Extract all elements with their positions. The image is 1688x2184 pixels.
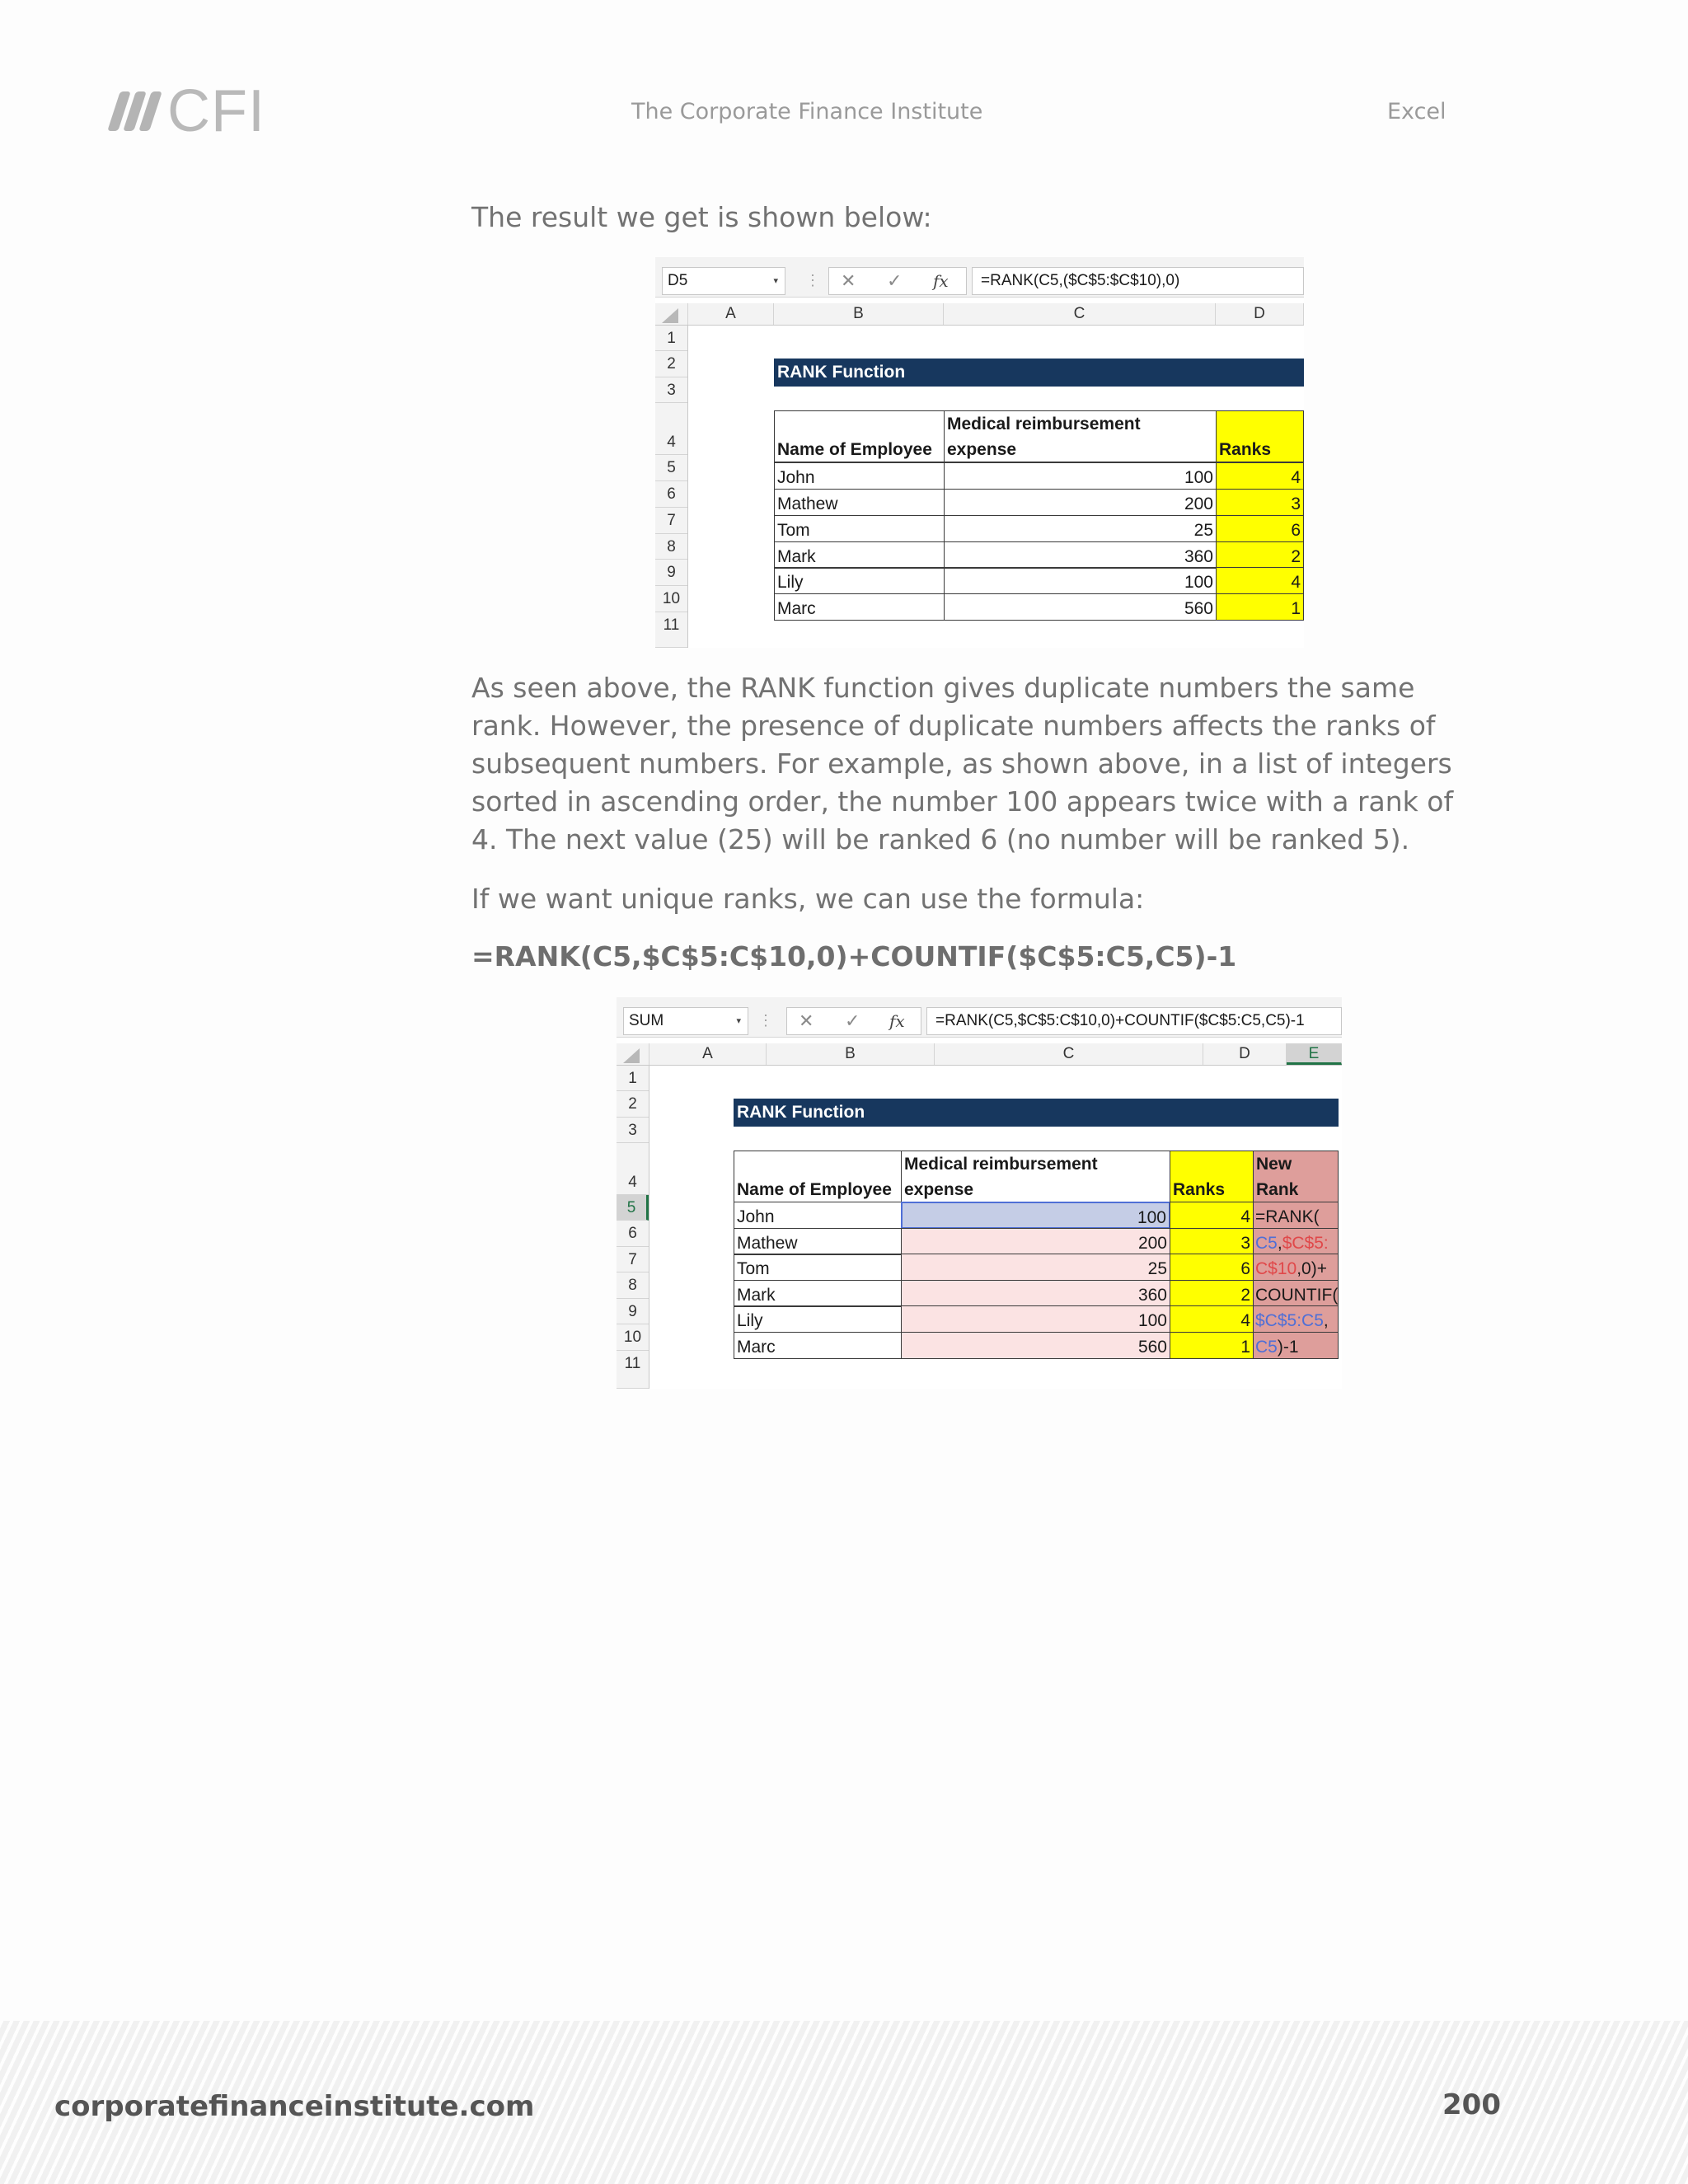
formula-token: $C$5: xyxy=(1282,1234,1329,1253)
insert-function-icon[interactable]: fx xyxy=(889,1011,905,1031)
cell-rank[interactable]: 4 xyxy=(1170,1202,1254,1229)
enter-icon[interactable]: ✓ xyxy=(845,1010,860,1031)
cell-rank[interactable]: 4 xyxy=(1170,1305,1254,1333)
sheet-title: RANK Function xyxy=(734,1099,1339,1127)
formula-token: ,0)+ xyxy=(1296,1259,1327,1278)
column-header[interactable]: D xyxy=(1216,303,1304,325)
column-header[interactable]: C xyxy=(935,1043,1203,1065)
row-header[interactable]: 7 xyxy=(617,1247,649,1272)
row-header[interactable]: 2 xyxy=(617,1091,649,1118)
insert-function-icon[interactable]: fx xyxy=(933,271,949,291)
row-header[interactable]: 1 xyxy=(655,326,687,351)
row-header[interactable]: 3 xyxy=(655,377,687,403)
formula-input[interactable]: =RANK(C5,$C$5:C$10,0)+COUNTIF($C$5:C5,C5)-1 xyxy=(926,1007,1342,1035)
formula-controls xyxy=(828,267,967,295)
column-header[interactable]: C xyxy=(944,303,1216,325)
row-header[interactable]: 4 xyxy=(617,1143,649,1195)
row-header[interactable]: 10 xyxy=(617,1324,649,1351)
header-ranks[interactable]: Ranks xyxy=(1216,410,1304,462)
select-all-icon xyxy=(662,308,678,323)
cell-rank[interactable]: 6 xyxy=(1216,515,1304,542)
explanation-paragraph: As seen above, the RANK function gives duplicate numbers the same rank. However, the presence of duplicate numbers affects the ranks of subsequent numbers. For example, as shown above, in a list of integers sorted in ascending order, the number 100 appears twice with a rank of 4. The next value (25) will be ranked 6 (no number will be ranked 5). xyxy=(471,672,1454,855)
cell-rank[interactable]: 3 xyxy=(1216,489,1304,516)
row-header[interactable]: 5 xyxy=(655,455,687,481)
intro-text: The result we get is shown below: xyxy=(471,201,932,233)
cfi-logo xyxy=(114,78,265,144)
name-box-value: SUM xyxy=(629,1012,664,1029)
cell-new-rank-editing[interactable] xyxy=(1253,1280,1339,1307)
formula-token: , xyxy=(1323,1311,1329,1330)
cell-name[interactable]: Tom xyxy=(774,515,945,542)
cell-expense[interactable]: 360 xyxy=(901,1280,1170,1307)
more-icon: ⋮ xyxy=(758,1012,773,1029)
excel-screenshot-unique-rank xyxy=(617,997,1342,1389)
formula-token: $C$5:C5 xyxy=(1255,1311,1324,1330)
name-box[interactable] xyxy=(662,267,785,295)
cancel-icon[interactable]: ✕ xyxy=(841,270,856,291)
formula-token: , xyxy=(1277,1234,1282,1253)
logo-text: CFI xyxy=(167,78,265,144)
cell-expense[interactable]: 200 xyxy=(901,1228,1170,1255)
name-box[interactable] xyxy=(623,1007,748,1035)
formula-token: =RANK( xyxy=(1255,1207,1320,1226)
cell-expense[interactable]: 25 xyxy=(944,515,1217,542)
header-name-of-employee[interactable]: Name of Employee xyxy=(734,1151,902,1202)
header-new-rank[interactable]: New Rank xyxy=(1253,1151,1339,1202)
cell-new-rank-editing[interactable] xyxy=(1253,1305,1339,1333)
unique-rank-formula: =RANK(C5,$C$5:C$10,0)+COUNTIF($C$5:C5,C5)-1 xyxy=(471,940,1237,972)
cell-rank[interactable]: 3 xyxy=(1170,1228,1254,1255)
column-header[interactable]: B xyxy=(767,1043,935,1065)
excel-screenshot-rank xyxy=(655,257,1304,648)
column-header[interactable]: A xyxy=(688,303,774,325)
row-header[interactable]: 7 xyxy=(655,508,687,534)
page-number: 200 xyxy=(1442,2088,1501,2121)
cell-new-rank-editing[interactable] xyxy=(1253,1332,1339,1359)
cell-name[interactable]: Tom xyxy=(734,1254,902,1281)
row-header[interactable]: 6 xyxy=(617,1221,649,1247)
formula-bar xyxy=(655,257,1304,298)
cell-new-rank-editing[interactable] xyxy=(1253,1202,1339,1229)
row-header[interactable]: 4 xyxy=(655,403,687,455)
formula-token: )-1 xyxy=(1277,1338,1299,1357)
cell-expense[interactable]: 560 xyxy=(944,593,1217,621)
row-header[interactable]: 11 xyxy=(617,1351,649,1389)
enter-icon[interactable]: ✓ xyxy=(887,270,903,291)
cell-rank[interactable]: 4 xyxy=(1216,567,1304,594)
row-header[interactable]: 8 xyxy=(617,1272,649,1299)
unique-ranks-paragraph: If we want unique ranks, we can use the formula: xyxy=(471,883,1145,915)
header-section: Excel xyxy=(1387,99,1447,124)
cell-rank[interactable]: 4 xyxy=(1216,462,1304,490)
formula-token: C5 xyxy=(1255,1338,1278,1357)
more-icon: ⋮ xyxy=(805,272,820,288)
cell-name[interactable]: Marc xyxy=(774,593,945,621)
column-header[interactable]: D xyxy=(1203,1043,1287,1065)
name-box-value: D5 xyxy=(668,272,688,289)
cell-name[interactable]: Lily xyxy=(774,567,945,594)
column-headers xyxy=(617,1043,1342,1066)
cell-rank[interactable]: 1 xyxy=(1216,593,1304,621)
row-header[interactable]: 9 xyxy=(655,560,687,586)
cell-expense[interactable]: 100 xyxy=(901,1202,1170,1229)
cell-expense[interactable]: 360 xyxy=(944,541,1217,569)
row-header[interactable]: 6 xyxy=(655,481,687,508)
formula-token: C5 xyxy=(1255,1234,1278,1253)
header-medical-expense[interactable]: Medical reimbursement expense xyxy=(944,410,1217,462)
page-footer xyxy=(0,2021,1688,2184)
cell-expense[interactable]: 100 xyxy=(901,1305,1170,1333)
cell-expense[interactable]: 100 xyxy=(944,567,1217,594)
row-header[interactable]: 2 xyxy=(655,351,687,377)
header-ranks[interactable]: Ranks xyxy=(1170,1151,1254,1202)
row-header[interactable]: 9 xyxy=(617,1299,649,1324)
cell-expense[interactable]: 560 xyxy=(901,1332,1170,1359)
dropdown-icon: ▾ xyxy=(736,1016,741,1026)
column-header[interactable]: B xyxy=(774,303,944,325)
row-header[interactable]: 1 xyxy=(617,1066,649,1091)
formula-controls xyxy=(786,1007,921,1035)
row-headers xyxy=(617,1066,649,1389)
formula-token: C$10 xyxy=(1255,1259,1297,1278)
row-header[interactable]: 8 xyxy=(655,534,687,560)
column-header[interactable]: A xyxy=(649,1043,767,1065)
logo-slashes-icon xyxy=(114,91,156,131)
cell-expense[interactable]: 200 xyxy=(944,489,1217,516)
row-headers xyxy=(655,326,688,648)
row-header[interactable]: 10 xyxy=(655,586,687,612)
dropdown-icon: ▾ xyxy=(773,276,778,286)
header-name-of-employee[interactable]: Name of Employee xyxy=(774,410,945,462)
cancel-icon[interactable]: ✕ xyxy=(799,1010,814,1031)
footer-site: corporatefinanceinstitute.com xyxy=(54,2090,535,2123)
cell-expense[interactable]: 100 xyxy=(944,462,1217,490)
cell-name[interactable]: Mathew xyxy=(734,1228,902,1255)
cell-rank[interactable]: 2 xyxy=(1216,541,1304,569)
column-header-selected[interactable]: E xyxy=(1287,1043,1342,1065)
cell-name[interactable]: Lily xyxy=(734,1305,902,1333)
column-headers xyxy=(655,303,1304,326)
cell-rank[interactable]: 2 xyxy=(1170,1280,1254,1307)
cell-new-rank-editing[interactable] xyxy=(1253,1254,1339,1281)
formula-token: COUNTIF( xyxy=(1255,1286,1339,1305)
row-header[interactable]: 11 xyxy=(655,612,687,648)
cell-new-rank-editing[interactable] xyxy=(1253,1228,1339,1255)
header-title: The Corporate Finance Institute xyxy=(631,99,983,124)
formula-bar xyxy=(617,997,1342,1038)
header-medical-expense[interactable]: Medical reimbursement expense xyxy=(901,1151,1170,1202)
cell-name[interactable]: Mark xyxy=(774,541,945,569)
select-all-icon xyxy=(623,1048,640,1063)
formula-input[interactable]: =RANK(C5,($C$5:$C$10),0) xyxy=(972,267,1304,295)
cell-rank[interactable]: 1 xyxy=(1170,1332,1254,1359)
cell-name[interactable]: John xyxy=(774,462,945,490)
row-header-selected[interactable]: 5 xyxy=(617,1195,649,1221)
cell-rank[interactable]: 6 xyxy=(1170,1254,1254,1281)
row-header[interactable]: 3 xyxy=(617,1118,649,1143)
cell-name[interactable]: Mark xyxy=(734,1280,902,1307)
sheet-title: RANK Function xyxy=(774,359,1304,387)
cell-name[interactable]: Mathew xyxy=(774,489,945,516)
cell-expense[interactable]: 25 xyxy=(901,1254,1170,1281)
cell-name[interactable]: Marc xyxy=(734,1332,902,1359)
cell-name[interactable]: John xyxy=(734,1202,902,1229)
